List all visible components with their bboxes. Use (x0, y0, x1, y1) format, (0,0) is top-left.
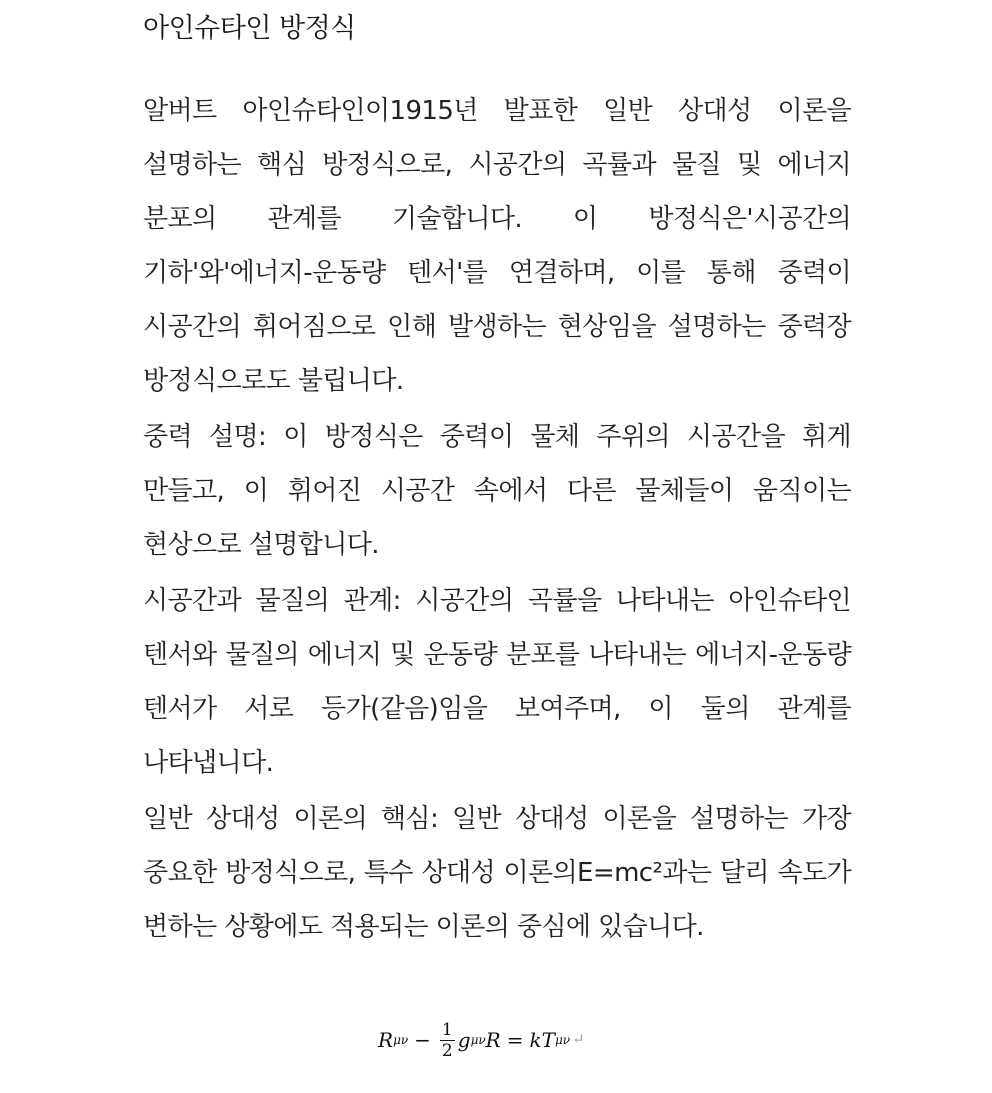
ricci-scalar-symbol: R (485, 1028, 501, 1052)
equals-operator: = (506, 1028, 524, 1052)
fraction-denominator: 2 (441, 1040, 453, 1061)
fraction-numerator: 1 (441, 1019, 453, 1040)
document-title: 아인슈타인 방정식 (143, 13, 356, 44)
stress-energy-tensor-index: μν (554, 1033, 571, 1047)
paragraph-return-icon: ↵ (572, 1030, 585, 1048)
paragraph-intro: 알버트 아인슈타인이1915년 발표한 일반 상대성 이론을 설명하는 핵심 방정식으로, 시공간의 곡률과 물질 및 에너지 분포의 관계를 기술합니다. 이 방정식은'시공간의 기하'와'에너지-운동량 텐서'를 연결하며, 이를 통해 중력이 시공간의 휘어짐으로 인해 발생하는 현상임을 설명하는 중력장 방정식으로도 불립니다. (143, 96, 851, 396)
metric-tensor-index: μν (470, 1033, 486, 1047)
metric-tensor-symbol: g (457, 1028, 471, 1052)
document-body (143, 0, 851, 954)
paragraph-gravity: 중력 설명: 이 방정식은 중력이 물체 주위의 시공간을 휘게 만들고, 이 휘어진 시공간 속에서 다른 물체들이 움직이는 현상으로 설명합니다. (143, 422, 851, 560)
ricci-tensor-index: μν (393, 1033, 409, 1047)
constant-k-symbol: k (529, 1028, 542, 1052)
one-half-fraction (440, 1021, 455, 1060)
einstein-field-equation (378, 1010, 585, 1070)
paragraph-core: 일반 상대성 이론의 핵심: 일반 상대성 이론을 설명하는 가장 중요한 방정식으로, 특수 상대성 이론의E=mc²과는 달리 속도가 변하는 상황에도 적용되는 이론의 중심에 있습니다. (143, 804, 851, 942)
ricci-tensor-symbol: R (378, 1028, 394, 1052)
minus-operator: − (414, 1028, 431, 1052)
paragraph-spacetime-matter: 시공간과 물질의 관계: 시공간의 곡률을 나타내는 아인슈타인 텐서와 물질의 에너지 및 운동량 분포를 나타내는 에너지-운동량 텐서가 서로 등가(같음)임을 보여주며, 이 둘의 관계를 나타냅니다. (143, 586, 851, 778)
stress-energy-tensor-symbol: T (541, 1028, 555, 1052)
